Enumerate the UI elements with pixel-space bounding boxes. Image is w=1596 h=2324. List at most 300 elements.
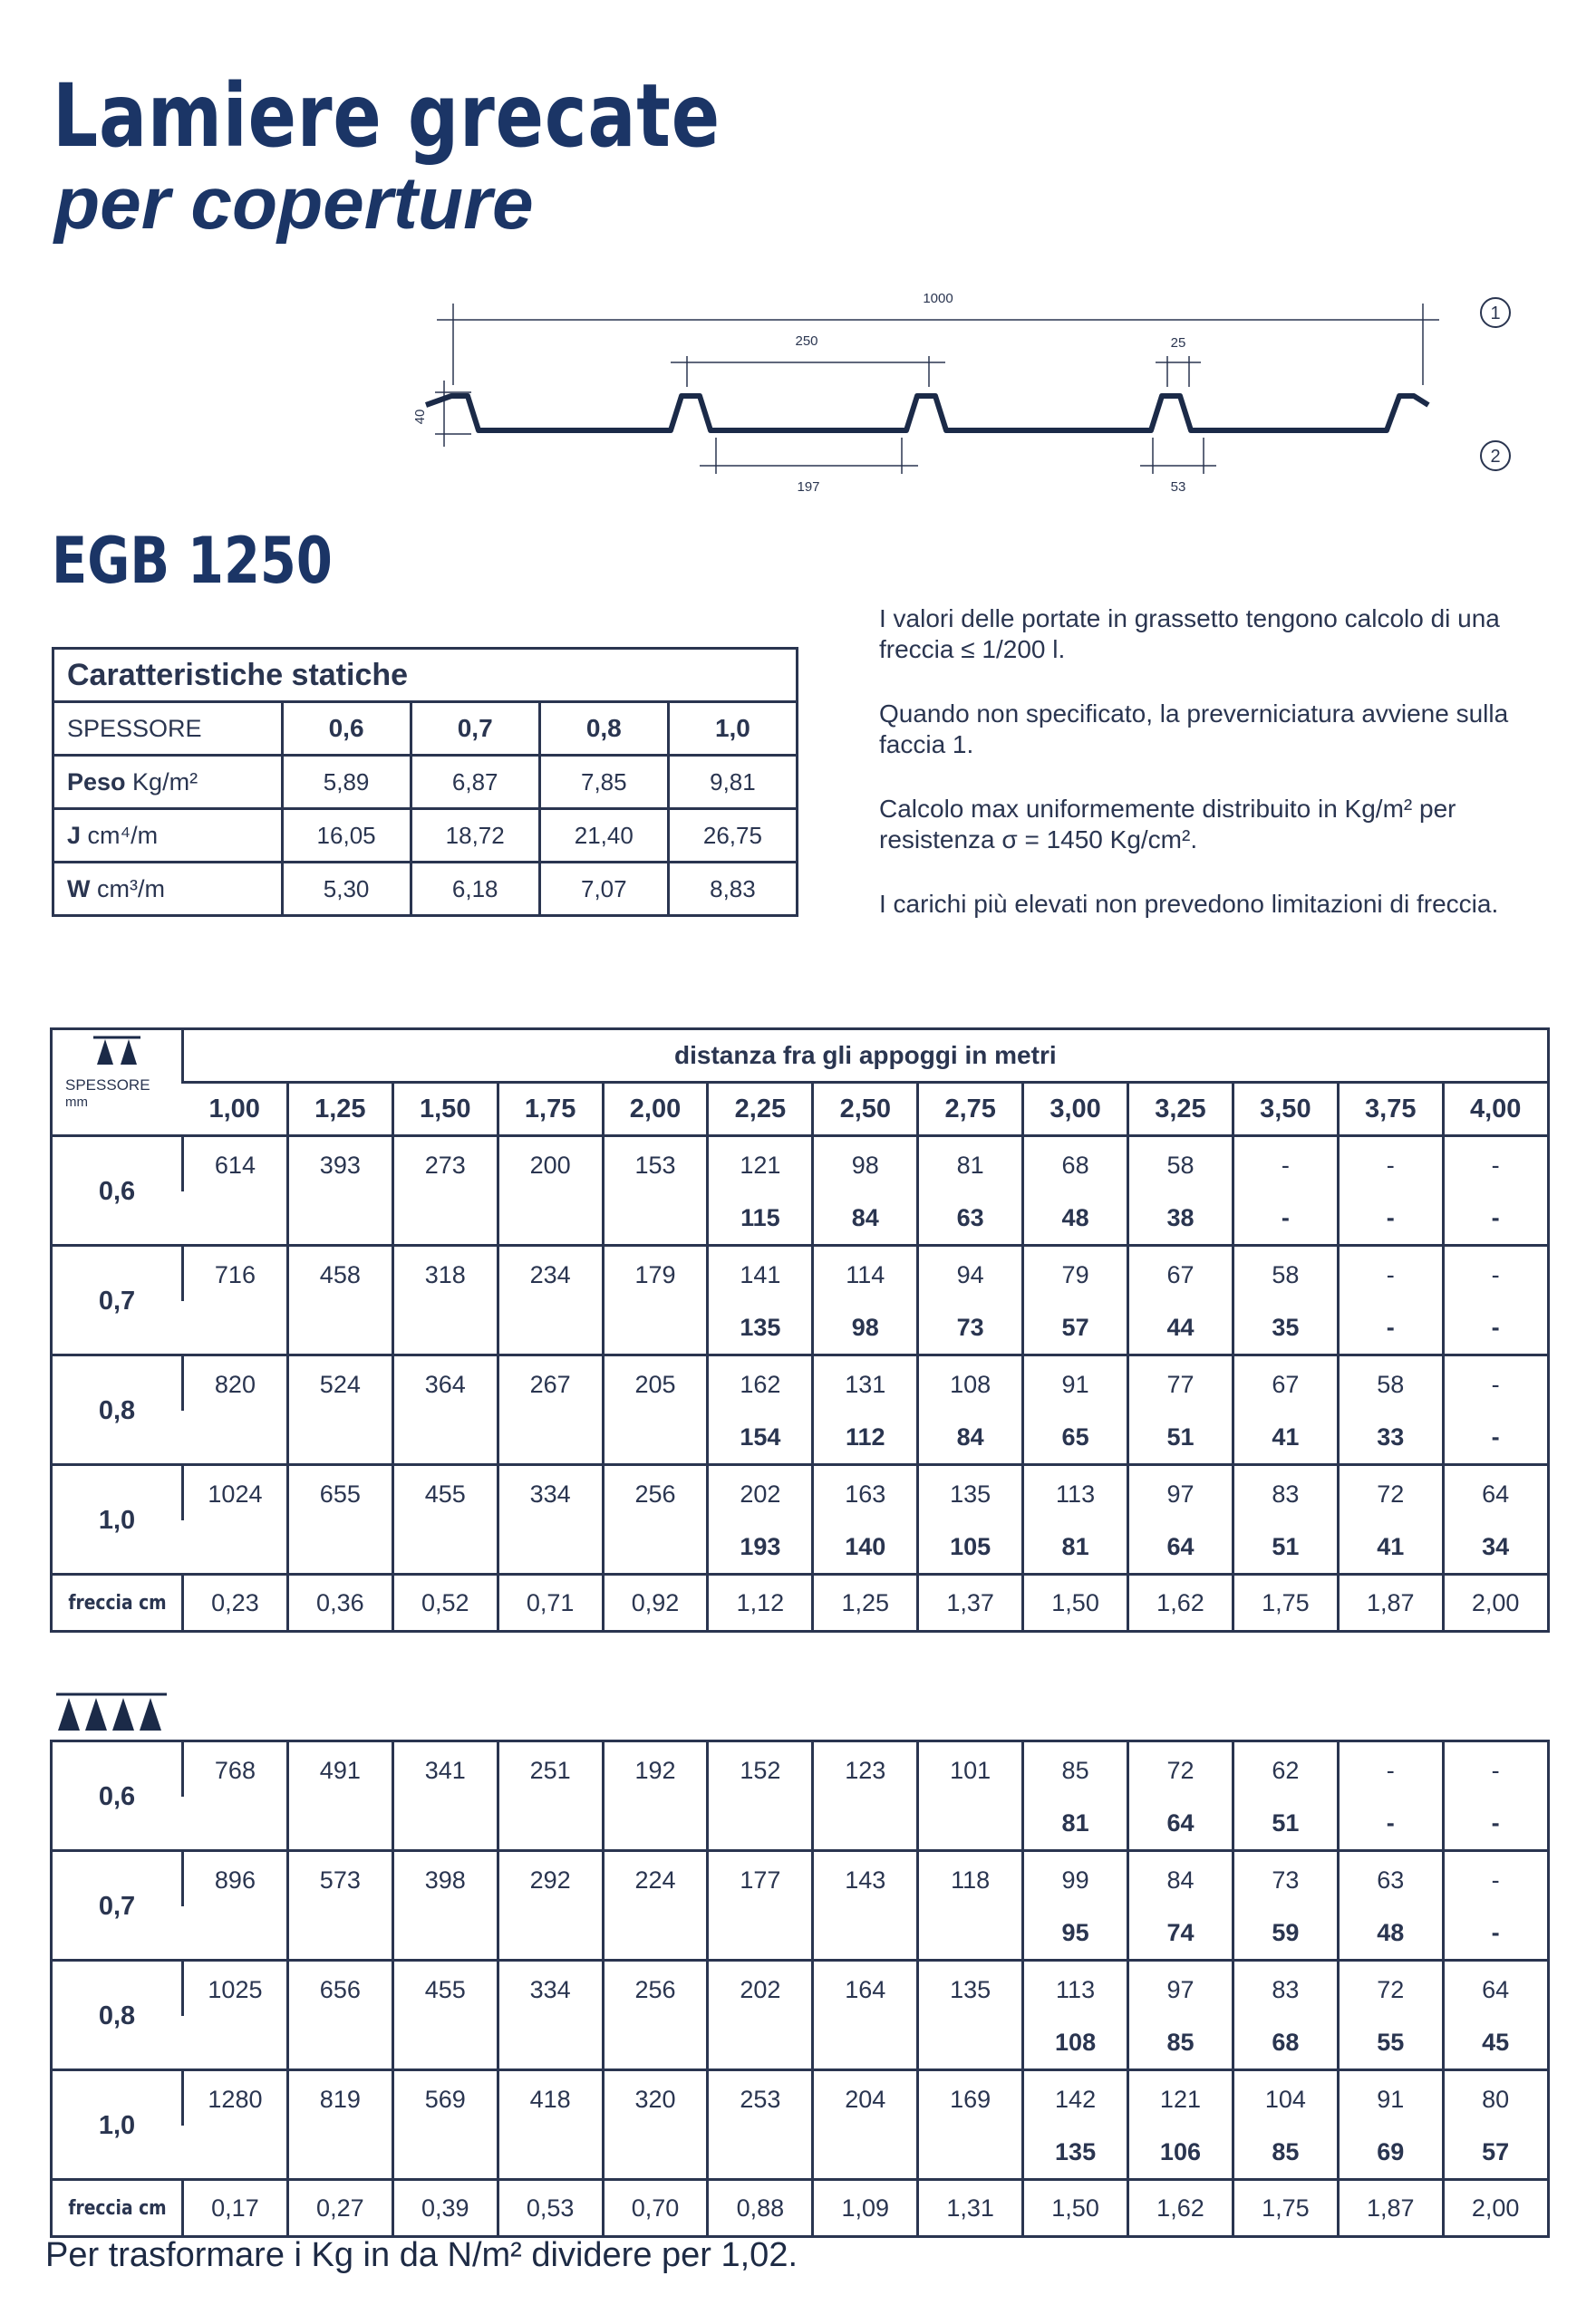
load-value: 113 <box>1023 1465 1128 1521</box>
load-value-deflection <box>287 1411 392 1465</box>
load-value: 573 <box>287 1851 392 1907</box>
two-supports-icon <box>90 1034 144 1070</box>
load-value: 85 <box>1023 1741 1128 1798</box>
load-value-deflection <box>498 1906 603 1961</box>
thickness-cell: 1,0 <box>52 1465 183 1575</box>
load-value: 135 <box>918 1961 1023 2017</box>
load-value-deflection <box>183 2016 288 2070</box>
load-value: 318 <box>392 1246 498 1302</box>
load-value: 202 <box>708 1961 813 2017</box>
load-value-deflection: 48 <box>1338 1906 1443 1961</box>
load-value-deflection <box>183 1301 288 1355</box>
load-value: 1024 <box>183 1465 288 1521</box>
load-value: 153 <box>603 1136 708 1192</box>
static-cell: 26,75 <box>668 809 797 863</box>
load-value: 80 <box>1443 2070 1548 2126</box>
span-header: 3,50 <box>1233 1083 1338 1136</box>
load-value: 84 <box>1128 1851 1233 1907</box>
load-value-deflection <box>708 1906 813 1961</box>
load-value: 1280 <box>183 2070 288 2126</box>
load-value: 205 <box>603 1355 708 1412</box>
load-value: 398 <box>392 1851 498 1907</box>
load-value-deflection: 41 <box>1338 1520 1443 1575</box>
dim-top-label: 25 <box>1170 335 1186 351</box>
freccia-value: 0,17 <box>183 2180 288 2237</box>
load-value: 58 <box>1233 1246 1338 1302</box>
note-prepainting: Quando non specificato, la preverniciatura avviene sulla faccia 1. <box>879 699 1509 758</box>
load-value: 123 <box>813 1741 918 1798</box>
load-value: 101 <box>918 1741 1023 1798</box>
static-cell: 5,30 <box>282 863 411 916</box>
load-value: 716 <box>183 1246 288 1302</box>
load-value-deflection <box>287 1520 392 1575</box>
span-header: 1,00 <box>183 1083 288 1136</box>
load-value: 455 <box>392 1465 498 1521</box>
load-value-deflection <box>183 1906 288 1961</box>
load-value: 273 <box>392 1136 498 1192</box>
load-value-deflection <box>183 1797 288 1851</box>
load-value-deflection: 108 <box>1023 2016 1128 2070</box>
spessore-header-cell <box>52 1029 183 1136</box>
freccia-value: 0,39 <box>392 2180 498 2237</box>
load-value: 58 <box>1128 1136 1233 1192</box>
load-value: 77 <box>1128 1355 1233 1412</box>
load-value-deflection: - <box>1443 1191 1548 1246</box>
load-value: 1025 <box>183 1961 288 2017</box>
load-value-deflection: - <box>1338 1797 1443 1851</box>
load-value: 458 <box>287 1246 392 1302</box>
load-value: 64 <box>1443 1961 1548 2017</box>
load-value-deflection: 41 <box>1233 1411 1338 1465</box>
span-header: 2,75 <box>918 1083 1023 1136</box>
load-value-deflection <box>708 2126 813 2180</box>
load-value: 163 <box>813 1465 918 1521</box>
freccia-value: 0,88 <box>708 2180 813 2237</box>
load-value-deflection <box>498 1411 603 1465</box>
load-value: 256 <box>603 1465 708 1521</box>
load-value: - <box>1338 1136 1443 1192</box>
load-value-deflection: 33 <box>1338 1411 1443 1465</box>
static-cell: 16,05 <box>282 809 411 863</box>
load-value: 614 <box>183 1136 288 1192</box>
load-value: 251 <box>498 1741 603 1798</box>
load-value: 418 <box>498 2070 603 2126</box>
load-value: - <box>1443 1741 1548 1798</box>
load-value: 94 <box>918 1246 1023 1302</box>
load-value-deflection: 44 <box>1128 1301 1233 1355</box>
load-value-deflection <box>392 1191 498 1246</box>
freccia-value: 2,00 <box>1443 1575 1548 1632</box>
load-value-deflection: 84 <box>918 1411 1023 1465</box>
load-value: 169 <box>918 2070 1023 2126</box>
load-value: 121 <box>1128 2070 1233 2126</box>
load-value-deflection <box>392 1906 498 1961</box>
load-value: 108 <box>918 1355 1023 1412</box>
load-value: 320 <box>603 2070 708 2126</box>
freccia-value: 1,87 <box>1338 2180 1443 2237</box>
load-value-deflection <box>603 1191 708 1246</box>
static-row-label: Peso Kg/m² <box>53 756 283 809</box>
load-value-deflection: 64 <box>1128 1797 1233 1851</box>
static-thickness: 1,0 <box>668 702 797 756</box>
span-title: distanza fra gli appoggi in metri <box>183 1029 1549 1083</box>
freccia-value: 1,37 <box>918 1575 1023 1632</box>
load-value: 118 <box>918 1851 1023 1907</box>
load-value-deflection: 112 <box>813 1411 918 1465</box>
dim-height-label: 40 <box>412 409 428 425</box>
load-value-deflection <box>498 1520 603 1575</box>
load-value-deflection: 69 <box>1338 2126 1443 2180</box>
load-value: - <box>1338 1246 1443 1302</box>
spessore-unit: mm <box>65 1094 88 1110</box>
span-header: 4,00 <box>1443 1083 1548 1136</box>
static-cell: 21,40 <box>539 809 668 863</box>
dim-width-label: 1000 <box>923 291 953 306</box>
thickness-cell: 0,6 <box>52 1741 183 1851</box>
load-value: 142 <box>1023 2070 1128 2126</box>
load-value-deflection <box>183 1520 288 1575</box>
load-value: 334 <box>498 1465 603 1521</box>
static-header-label: SPESSORE <box>53 702 283 756</box>
load-value: 192 <box>603 1741 708 1798</box>
note-bold-values: I valori delle portate in grassetto tengono calcolo di una freccia ≤ 1/200 l. <box>879 604 1500 663</box>
load-value-deflection <box>603 2016 708 2070</box>
load-value: 79 <box>1023 1246 1128 1302</box>
load-value-deflection: 57 <box>1443 2126 1548 2180</box>
load-value: 97 <box>1128 1961 1233 2017</box>
load-value-deflection: 51 <box>1233 1520 1338 1575</box>
load-value-deflection <box>603 1906 708 1961</box>
load-value: 253 <box>708 2070 813 2126</box>
load-value: 121 <box>708 1136 813 1192</box>
load-value: 364 <box>392 1355 498 1412</box>
load-value-deflection: 135 <box>708 1301 813 1355</box>
freccia-value: 0,36 <box>287 1575 392 1632</box>
load-value-deflection <box>498 1191 603 1246</box>
load-value-deflection: 135 <box>1023 2126 1128 2180</box>
load-value: 91 <box>1023 1355 1128 1412</box>
load-value-deflection <box>287 1906 392 1961</box>
span-header: 1,25 <box>287 1083 392 1136</box>
load-value-deflection <box>392 1520 498 1575</box>
load-value: 491 <box>287 1741 392 1798</box>
load-value-deflection <box>603 1301 708 1355</box>
static-cell: 6,18 <box>411 863 539 916</box>
thickness-cell: 0,7 <box>52 1246 183 1355</box>
static-row-label: W cm³/m <box>53 863 283 916</box>
load-value-deflection: 85 <box>1128 2016 1233 2070</box>
freccia-value: 0,23 <box>183 1575 288 1632</box>
load-value-deflection <box>603 1411 708 1465</box>
load-value: 162 <box>708 1355 813 1412</box>
freccia-value: 0,92 <box>603 1575 708 1632</box>
thickness-cell: 0,8 <box>52 1355 183 1465</box>
load-value-deflection <box>918 2016 1023 2070</box>
load-value-deflection: 193 <box>708 1520 813 1575</box>
load-value: 68 <box>1023 1136 1128 1192</box>
load-value: 164 <box>813 1961 918 2017</box>
span-header: 2,00 <box>603 1083 708 1136</box>
static-cell: 18,72 <box>411 809 539 863</box>
load-value: 81 <box>918 1136 1023 1192</box>
load-value: 67 <box>1233 1355 1338 1412</box>
load-value-deflection: 51 <box>1233 1797 1338 1851</box>
load-value-deflection <box>498 2016 603 2070</box>
load-value-deflection <box>392 1301 498 1355</box>
freccia-value: 0,70 <box>603 2180 708 2237</box>
load-value: 569 <box>392 2070 498 2126</box>
load-value-deflection: 74 <box>1128 1906 1233 1961</box>
multi-supports-icon <box>53 1691 170 1736</box>
static-thickness: 0,8 <box>539 702 668 756</box>
thickness-cell: 0,6 <box>52 1136 183 1246</box>
load-value: 98 <box>813 1136 918 1192</box>
freccia-value: 1,50 <box>1023 2180 1128 2237</box>
freccia-value: 0,71 <box>498 1575 603 1632</box>
load-value-deflection: 98 <box>813 1301 918 1355</box>
load-value-deflection: 35 <box>1233 1301 1338 1355</box>
load-value: 455 <box>392 1961 498 2017</box>
load-value: - <box>1443 1246 1548 1302</box>
span-header: 3,75 <box>1338 1083 1443 1136</box>
notes <box>879 603 1550 953</box>
load-value: 72 <box>1338 1961 1443 2017</box>
load-value: - <box>1338 1741 1443 1798</box>
page-subtitle: per coperture <box>54 162 534 245</box>
span-header: 2,50 <box>813 1083 918 1136</box>
load-value: 524 <box>287 1355 392 1412</box>
load-value: 62 <box>1233 1741 1338 1798</box>
load-value: - <box>1233 1136 1338 1192</box>
load-value: 131 <box>813 1355 918 1412</box>
thickness-cell: 1,0 <box>52 2070 183 2180</box>
load-value-deflection: - <box>1233 1191 1338 1246</box>
static-caption: Caratteristiche statiche <box>53 649 798 702</box>
load-value-deflection <box>183 1191 288 1246</box>
load-value: 819 <box>287 2070 392 2126</box>
load-value: 256 <box>603 1961 708 2017</box>
load-value: 393 <box>287 1136 392 1192</box>
freccia-value: 0,52 <box>392 1575 498 1632</box>
freccia-value: 1,62 <box>1128 2180 1233 2237</box>
load-value-deflection <box>918 1906 1023 1961</box>
load-value-deflection: - <box>1443 1906 1548 1961</box>
load-value-deflection <box>392 2126 498 2180</box>
load-value-deflection: 45 <box>1443 2016 1548 2070</box>
freccia-value: 1,50 <box>1023 1575 1128 1632</box>
load-value-deflection: - <box>1443 1301 1548 1355</box>
load-value-deflection: 65 <box>1023 1411 1128 1465</box>
load-value-deflection <box>498 1797 603 1851</box>
load-value: 202 <box>708 1465 813 1521</box>
freccia-value: 1,31 <box>918 2180 1023 2237</box>
load-value-deflection <box>813 2126 918 2180</box>
load-value-deflection <box>918 1797 1023 1851</box>
load-value: 141 <box>708 1246 813 1302</box>
load-value-deflection: 55 <box>1338 2016 1443 2070</box>
load-value: 768 <box>183 1741 288 1798</box>
load-value: 114 <box>813 1246 918 1302</box>
load-value: 656 <box>287 1961 392 2017</box>
load-value-deflection <box>708 2016 813 2070</box>
static-thickness: 0,7 <box>411 702 539 756</box>
span-header: 1,50 <box>392 1083 498 1136</box>
load-value: 177 <box>708 1851 813 1907</box>
face-1-label: 1 <box>1490 304 1501 323</box>
load-value-deflection: 115 <box>708 1191 813 1246</box>
thickness-cell: 0,7 <box>52 1851 183 1961</box>
load-value: 896 <box>183 1851 288 1907</box>
load-value-deflection: 95 <box>1023 1906 1128 1961</box>
freccia-value: 1,75 <box>1233 1575 1338 1632</box>
load-value: 97 <box>1128 1465 1233 1521</box>
static-cell: 7,85 <box>539 756 668 809</box>
face-2-label: 2 <box>1490 447 1501 467</box>
freccia-value: 2,00 <box>1443 2180 1548 2237</box>
freccia-value: 1,09 <box>813 2180 918 2237</box>
load-value: 104 <box>1233 2070 1338 2126</box>
load-value: 179 <box>603 1246 708 1302</box>
load-value: - <box>1443 1851 1548 1907</box>
load-value-deflection <box>287 1797 392 1851</box>
static-characteristics-table <box>52 647 798 917</box>
freccia-value: 1,25 <box>813 1575 918 1632</box>
load-value-deflection <box>392 2016 498 2070</box>
load-value-deflection: - <box>1338 1301 1443 1355</box>
load-value-deflection: 51 <box>1128 1411 1233 1465</box>
load-value-deflection <box>392 1797 498 1851</box>
static-cell: 7,07 <box>539 863 668 916</box>
freccia-value: 1,87 <box>1338 1575 1443 1632</box>
load-value: 67 <box>1128 1246 1233 1302</box>
freccia-label: freccia cm <box>61 1575 172 1632</box>
static-row-label: J cm⁴/m <box>53 809 283 863</box>
note-calculation: Calcolo max uniformemente distribuito in Kg/m² per resistenza σ = 1450 Kg/cm². <box>879 795 1456 853</box>
load-value-deflection: 106 <box>1128 2126 1233 2180</box>
load-value-deflection <box>813 1906 918 1961</box>
load-value: - <box>1443 1136 1548 1192</box>
load-value: 135 <box>918 1465 1023 1521</box>
load-value-deflection <box>813 2016 918 2070</box>
dim-bottom-label: 197 <box>797 479 820 495</box>
static-thickness: 0,6 <box>282 702 411 756</box>
load-value-deflection <box>603 2126 708 2180</box>
load-value: 292 <box>498 1851 603 1907</box>
page-title: Lamiere grecate <box>53 65 721 167</box>
static-cell: 8,83 <box>668 863 797 916</box>
load-value-deflection <box>708 1797 813 1851</box>
load-value-deflection: 140 <box>813 1520 918 1575</box>
load-value: 143 <box>813 1851 918 1907</box>
load-value-deflection <box>498 2126 603 2180</box>
load-value-deflection: 81 <box>1023 1797 1128 1851</box>
load-value: 72 <box>1338 1465 1443 1521</box>
span-header: 3,00 <box>1023 1083 1128 1136</box>
load-value-deflection: 48 <box>1023 1191 1128 1246</box>
load-value-deflection <box>287 2016 392 2070</box>
dim-pitch-label: 250 <box>795 333 818 349</box>
load-value-deflection <box>183 2126 288 2180</box>
freccia-value: 1,62 <box>1128 1575 1233 1632</box>
load-value-deflection: 81 <box>1023 1520 1128 1575</box>
load-value: 334 <box>498 1961 603 2017</box>
spessore-label: SPESSORE <box>65 1076 150 1094</box>
span-header: 1,75 <box>498 1083 603 1136</box>
freccia-value: 0,27 <box>287 2180 392 2237</box>
load-value-deflection: 34 <box>1443 1520 1548 1575</box>
load-value-deflection: 68 <box>1233 2016 1338 2070</box>
load-value: 655 <box>287 1465 392 1521</box>
freccia-value: 0,53 <box>498 2180 603 2237</box>
load-value: 99 <box>1023 1851 1128 1907</box>
load-value: 72 <box>1128 1741 1233 1798</box>
load-table-multi-supports <box>50 1740 1550 2238</box>
static-cell: 9,81 <box>668 756 797 809</box>
load-value: 63 <box>1338 1851 1443 1907</box>
span-header: 2,25 <box>708 1083 813 1136</box>
load-value-deflection: 57 <box>1023 1301 1128 1355</box>
load-value-deflection <box>287 1301 392 1355</box>
static-cell: 5,89 <box>282 756 411 809</box>
load-value-deflection: 105 <box>918 1520 1023 1575</box>
freccia-value: 1,75 <box>1233 2180 1338 2237</box>
load-value-deflection <box>287 1191 392 1246</box>
model-code: EGB 1250 <box>52 524 333 598</box>
load-value: 83 <box>1233 1465 1338 1521</box>
load-value-deflection <box>918 2126 1023 2180</box>
load-value-deflection <box>287 2126 392 2180</box>
note-higher-loads: I carichi più elevati non prevedono limitazioni di freccia. <box>879 890 1499 918</box>
freccia-value: 1,12 <box>708 1575 813 1632</box>
load-value: 58 <box>1338 1355 1443 1412</box>
load-value-deflection <box>813 1797 918 1851</box>
load-value: 224 <box>603 1851 708 1907</box>
load-value: 820 <box>183 1355 288 1412</box>
load-value-deflection: 84 <box>813 1191 918 1246</box>
load-value-deflection: 63 <box>918 1191 1023 1246</box>
load-value: 73 <box>1233 1851 1338 1907</box>
load-value-deflection: 38 <box>1128 1191 1233 1246</box>
load-value-deflection <box>603 1520 708 1575</box>
static-cell: 6,87 <box>411 756 539 809</box>
load-value: 234 <box>498 1246 603 1302</box>
load-value-deflection: - <box>1443 1411 1548 1465</box>
load-value: 113 <box>1023 1961 1128 2017</box>
load-value-deflection <box>603 1797 708 1851</box>
dim-base-label: 53 <box>1170 479 1186 495</box>
load-value: 152 <box>708 1741 813 1798</box>
load-value-deflection <box>498 1301 603 1355</box>
load-value-deflection <box>183 1411 288 1465</box>
load-value-deflection: 64 <box>1128 1520 1233 1575</box>
span-header: 3,25 <box>1128 1083 1233 1136</box>
load-value: 267 <box>498 1355 603 1412</box>
load-value-deflection: 85 <box>1233 2126 1338 2180</box>
load-value-deflection: 73 <box>918 1301 1023 1355</box>
load-value: 64 <box>1443 1465 1548 1521</box>
load-value: 200 <box>498 1136 603 1192</box>
load-table-two-supports <box>50 1027 1550 1633</box>
footnote: Per trasformare i Kg in da N/m² dividere per 1,02. <box>45 2236 798 2274</box>
load-value: - <box>1443 1355 1548 1412</box>
load-value-deflection: 154 <box>708 1411 813 1465</box>
load-value-deflection: 59 <box>1233 1906 1338 1961</box>
load-value: 204 <box>813 2070 918 2126</box>
load-value: 91 <box>1338 2070 1443 2126</box>
load-value: 83 <box>1233 1961 1338 2017</box>
load-value-deflection <box>392 1411 498 1465</box>
freccia-label: freccia cm <box>61 2180 172 2237</box>
